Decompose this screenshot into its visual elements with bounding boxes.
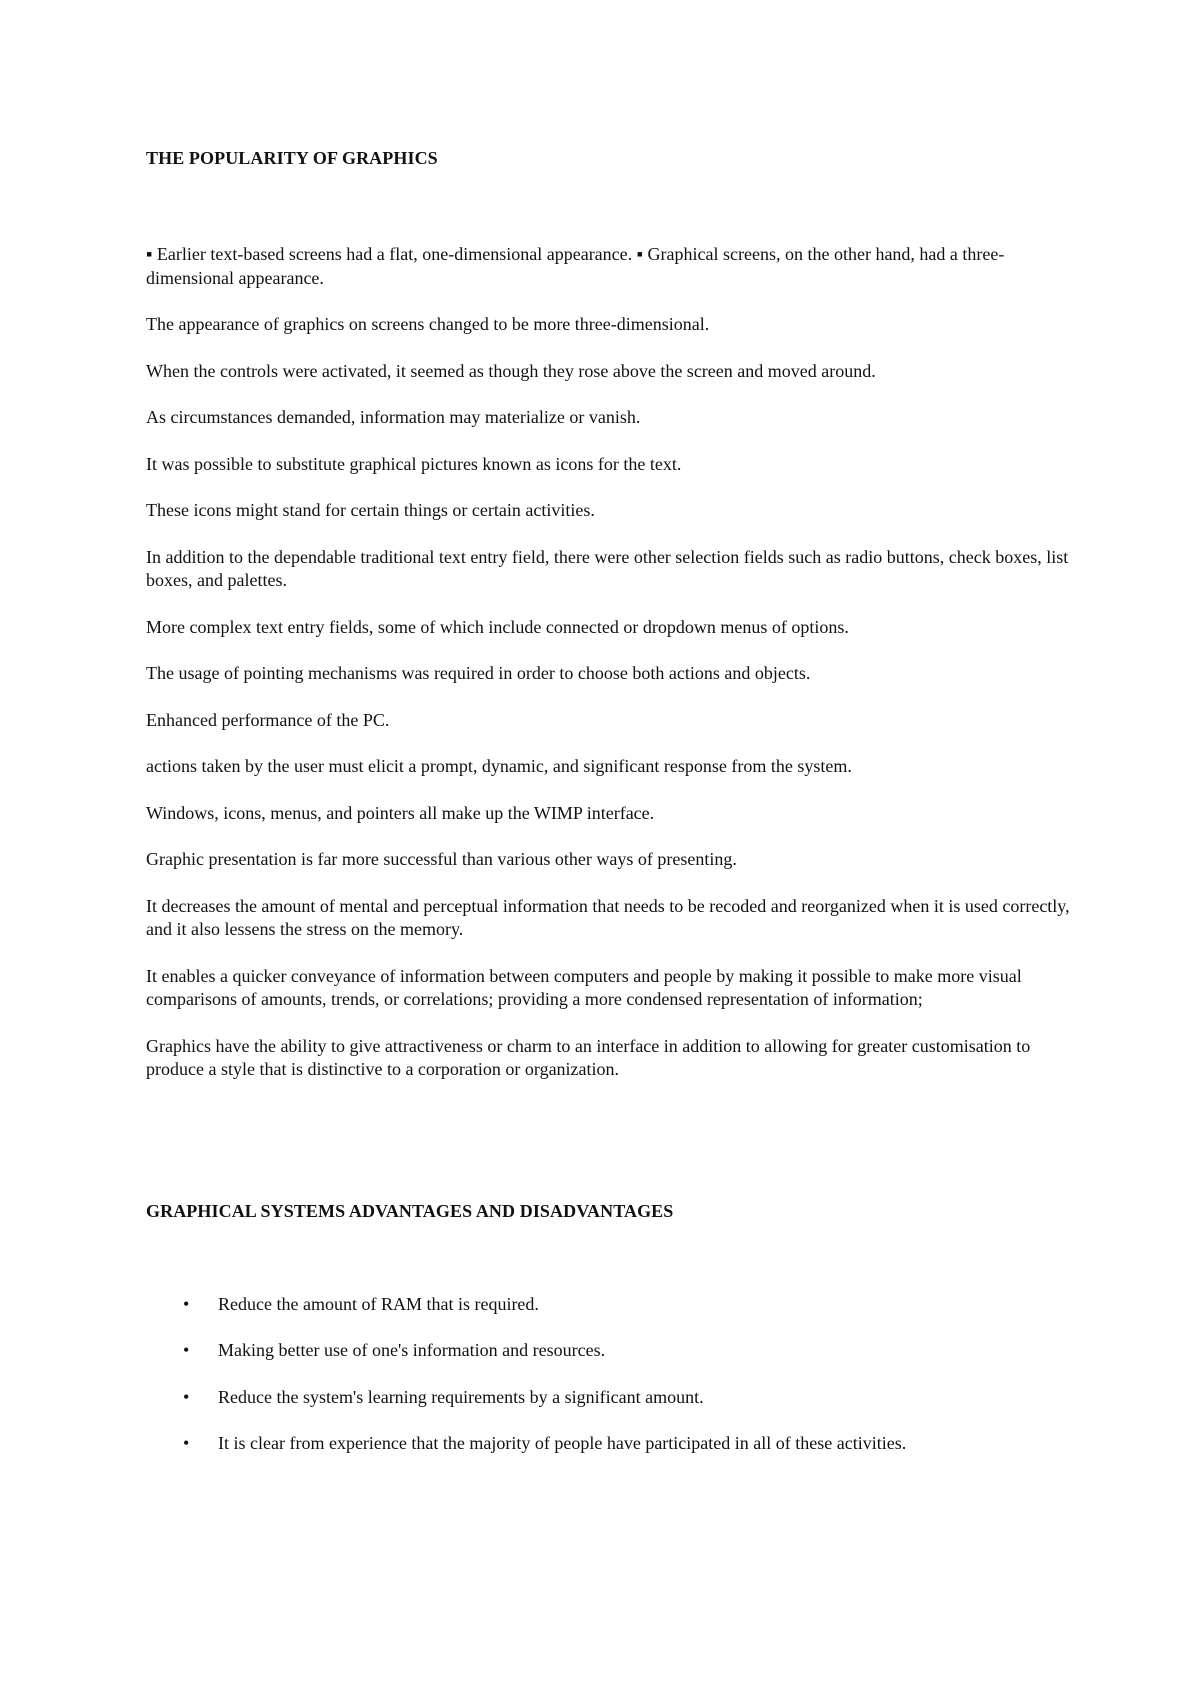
paragraph: When the controls were activated, it seemed as though they rose above the screen and moved around. — [146, 360, 876, 381]
section-heading-advantages: GRAPHICAL SYSTEMS ADVANTAGES AND DISADVANTAGES — [146, 1200, 674, 1221]
list-item-text: Reduce the system's learning requirements by a significant amount. — [218, 1386, 704, 1407]
paragraph: The usage of pointing mechanisms was required in order to choose both actions and objects. — [146, 663, 811, 683]
list-item-text: It is clear from experience that the majority of people have participated in all of these activities. — [218, 1433, 907, 1453]
bullet-icon: • — [183, 1386, 190, 1407]
paragraph: ▪ Earlier text-based screens had a flat, one-dimensional appearance. ▪ Graphical screens, on the other hand, had a three-dimensional appearance. — [146, 244, 1005, 288]
bullet-icon: • — [183, 1340, 190, 1360]
paragraph: Windows, icons, menus, and pointers all make up the WIMP interface. — [146, 802, 655, 823]
bullet-icon: • — [183, 1293, 190, 1314]
paragraph: It decreases the amount of mental and perceptual information that needs to be recoded and reorganized when it is used correctly, and it also lessens the stress on the memory. — [146, 895, 1070, 939]
paragraph: Enhanced performance of the PC. — [146, 709, 390, 730]
paragraph: Graphic presentation is far more successful than various other ways of presenting. — [146, 849, 737, 869]
list-item-text: Making better use of one's information and resources. — [218, 1340, 606, 1360]
list-item — [146, 1293, 1070, 1317]
list-item — [146, 1386, 1070, 1410]
paragraph: As circumstances demanded, information may materialize or vanish. — [146, 407, 641, 427]
list-item — [146, 1339, 1070, 1363]
bullet-icon: • — [183, 1433, 190, 1453]
paragraph: It enables a quicker conveyance of information between computers and people by making it possible to make more visual comparisons of amounts, trends, or correlations; providing a more condensed representation of information; — [146, 965, 1022, 1009]
paragraph: The appearance of graphics on screens changed to be more three-dimensional. — [146, 314, 710, 334]
list-item-text: Reduce the amount of RAM that is required. — [218, 1293, 539, 1314]
advantages-list — [146, 1293, 1070, 1456]
paragraph: Graphics have the ability to give attractiveness or charm to an interface in addition to allowing for greater customisation to produce a style that is distinctive to a corporation or organization. — [146, 1035, 1031, 1079]
paragraph: In addition to the dependable traditional text entry field, there were other selection fields such as radio buttons, check boxes, list boxes, and palettes. — [146, 546, 1069, 590]
paragraph: It was possible to substitute graphical pictures known as icons for the text. — [146, 453, 682, 474]
paragraph: actions taken by the user must elicit a prompt, dynamic, and significant response from the system. — [146, 756, 852, 776]
section-heading-popularity: THE POPULARITY OF GRAPHICS — [146, 148, 438, 168]
paragraph: These icons might stand for certain things or certain activities. — [146, 500, 595, 520]
list-item — [146, 1432, 1070, 1456]
paragraph: More complex text entry fields, some of which include connected or dropdown menus of options. — [146, 616, 849, 637]
